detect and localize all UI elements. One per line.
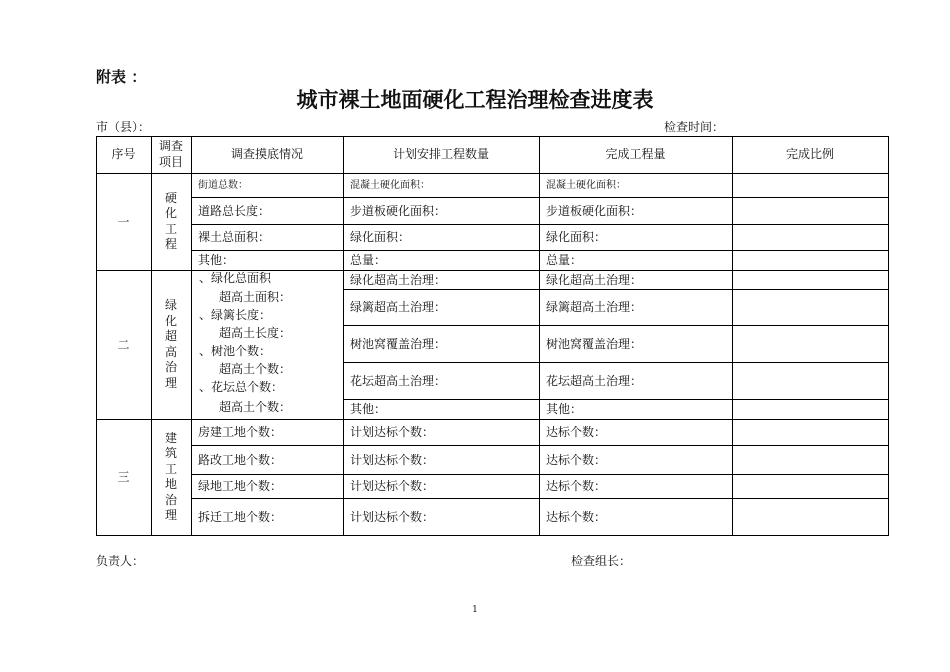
cell-text: 花坛超高土治理： — [546, 373, 643, 388]
cell-text: 计划达标个数： — [350, 509, 435, 524]
cell-text: 混凝土硬化面积： — [546, 180, 626, 191]
section-item-label: 建 筑 工 地 治 理 — [164, 430, 177, 522]
cell-text: 三 — [117, 470, 130, 484]
page-title: 城市裸土地面硬化工程治理检查进度表 — [296, 88, 654, 112]
leader-label: 检查组长： — [571, 554, 632, 568]
check-time-label: 检查时间： — [664, 120, 725, 134]
cell-text: 其他： — [350, 402, 387, 416]
cell-text: 花坛超高土治理： — [350, 373, 447, 388]
city-label: 市（县）： — [96, 120, 151, 134]
cell-text: 街道总数： — [198, 180, 248, 191]
row-line — [191, 474, 889, 475]
header-bottom-line — [96, 173, 889, 174]
cell-text: 超高土个数： — [219, 362, 292, 376]
table-bottom-border — [96, 535, 889, 536]
row-line — [343, 325, 889, 326]
cell-text: 调查 项目 — [158, 139, 183, 169]
attachment-label: 附表 ： — [96, 68, 147, 86]
row-line — [343, 362, 889, 363]
row-line — [343, 289, 889, 290]
section-item-label: 硬 化 工 程 — [164, 190, 177, 251]
cell-text: 步道板硬化面积： — [546, 203, 643, 218]
cell-text: 计划达标个数： — [350, 425, 435, 439]
cell-text: 其他： — [546, 402, 583, 416]
cell-text: 道路总长度： — [198, 203, 271, 218]
cell-text: 、树池个数： — [199, 344, 272, 358]
cell-text: 树池窝覆盖治理： — [350, 336, 447, 351]
cell-text: 计划达标个数： — [350, 452, 435, 467]
cell-text: 绿地工地个数： — [198, 479, 283, 493]
cell-text: 计划达标个数： — [350, 479, 435, 493]
cell-text: 达标个数： — [546, 479, 607, 493]
cell-text: 总量： — [546, 253, 583, 267]
row-line — [191, 224, 889, 225]
row-line — [191, 197, 889, 198]
cell-text: 拆迁工地个数： — [198, 509, 283, 524]
cell-text: 绿篱超高土治理： — [350, 300, 447, 314]
cell-text: 绿化超高土治理： — [546, 272, 643, 287]
responsible-label: 负责人： — [96, 554, 145, 568]
cell-text: 达标个数： — [546, 509, 607, 524]
column-line — [343, 136, 344, 536]
column-line — [732, 136, 733, 536]
cell-text: 房建工地个数： — [198, 425, 283, 439]
cell-text: 超高土长度： — [219, 326, 292, 340]
cell-text: 完成比例 — [785, 147, 834, 161]
cell-text: 完成工程量 — [605, 147, 666, 161]
cell-text: 绿篱超高土治理： — [546, 300, 643, 314]
column-line — [151, 136, 152, 536]
cell-text: 达标个数： — [546, 452, 607, 467]
cell-text: 其他： — [198, 253, 235, 267]
cell-text: 路改工地个数： — [198, 452, 283, 467]
cell-text: 步道板硬化面积： — [350, 203, 447, 218]
cell-text: 超高土面积： — [219, 290, 292, 304]
cell-text: 绿化面积： — [546, 230, 607, 244]
cell-text: 序号 — [111, 147, 136, 161]
cell-text: 、绿篱长度： — [199, 308, 272, 322]
table-top-border — [96, 136, 889, 137]
cell-text: 裸土总面积： — [198, 230, 271, 244]
cell-text: 树池窝覆盖治理： — [546, 336, 643, 351]
page-number: 1 — [472, 605, 478, 615]
column-line — [191, 136, 192, 536]
row-line — [191, 498, 889, 499]
cell-text: 、绿化总面积 — [199, 271, 272, 285]
cell-text: 调查摸底情况 — [230, 147, 303, 161]
cell-text: 混凝土硬化面积： — [350, 180, 430, 191]
row-line — [191, 250, 889, 251]
column-line — [539, 136, 540, 536]
cell-text: 计划安排工程数量 — [392, 147, 489, 161]
cell-text: 绿化面积： — [350, 230, 411, 244]
cell-text: 二 — [117, 337, 130, 352]
cell-text: 达标个数： — [546, 425, 607, 439]
cell-text: 、花坛总个数： — [199, 380, 284, 394]
table-side-border — [888, 136, 889, 536]
section-divider — [96, 419, 889, 420]
row-line — [343, 399, 889, 400]
cell-text: 绿化超高土治理： — [350, 272, 447, 287]
cell-text: 超高土个数： — [219, 400, 292, 414]
cell-text: 总量： — [350, 253, 387, 267]
row-line — [191, 445, 889, 446]
section-item-label: 绿 化 超 高 治 理 — [164, 298, 177, 390]
cell-text: 一 — [117, 214, 130, 229]
